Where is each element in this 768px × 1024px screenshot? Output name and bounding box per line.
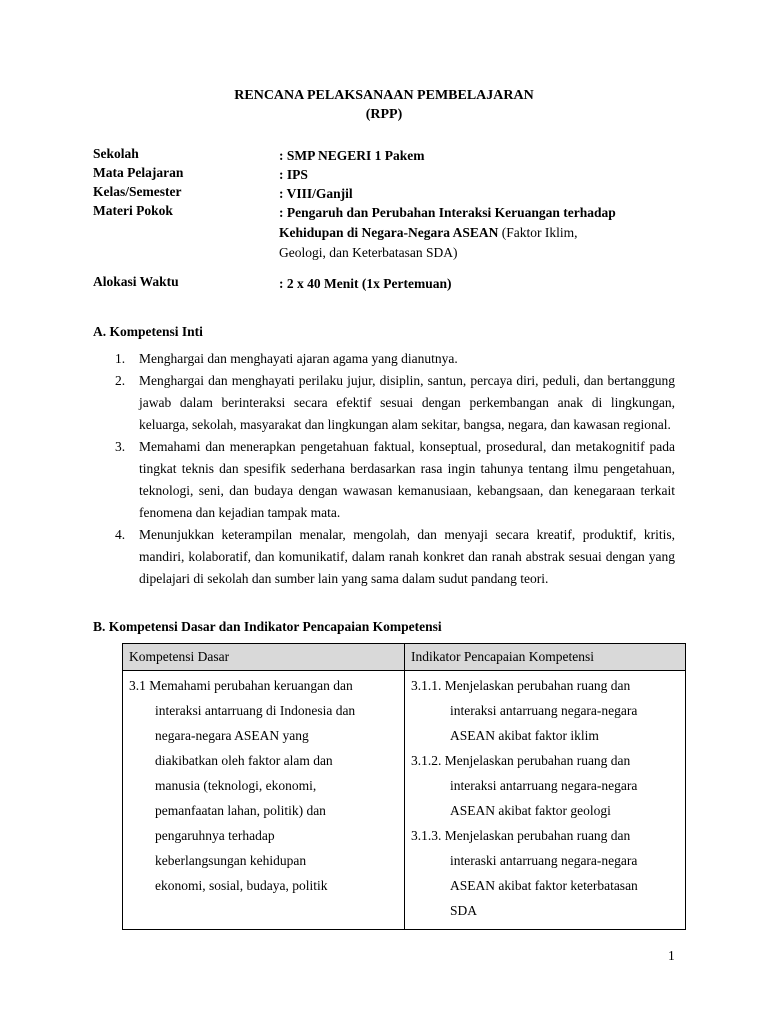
meta-label: Mata Pelajaran xyxy=(93,165,184,180)
kd-line: keberlangsungan kehidupan xyxy=(155,853,307,868)
table-header-ipk: Indikator Pencapaian Kompetensi xyxy=(405,644,686,671)
kd-line: interaksi antarruang di Indonesia dan xyxy=(155,703,356,718)
meta-value: : IPS xyxy=(279,167,308,182)
ipk-line: interaksi antarruang negara-negara xyxy=(450,778,638,793)
ipk-line: SDA xyxy=(450,903,478,918)
ipk-line: interaksi antarruang negara-negara xyxy=(450,703,638,718)
ipk-line: 3.1.3. Menjelaskan perubahan ruang dan xyxy=(411,828,631,843)
ipk-line: 3.1.2. Menjelaskan perubahan ruang dan xyxy=(411,753,631,768)
table-header-row xyxy=(123,644,686,671)
table-row xyxy=(123,671,686,930)
kd-line: pemanfaatan lahan, politik) dan xyxy=(155,803,326,818)
ipk-line: interaski antarruang negara-negara xyxy=(450,853,638,868)
kd-line: 3.1 Memahami perubahan keruangan dan xyxy=(129,678,353,693)
ipk-line: ASEAN akibat faktor geologi xyxy=(450,803,611,818)
ipk-line: ASEAN akibat faktor keterbatasan xyxy=(450,878,638,893)
list-number: 4. xyxy=(115,527,126,542)
materi-line-3: Geologi, dan Keterbatasan SDA) xyxy=(279,245,458,260)
kd-line: negara-negara ASEAN yang xyxy=(155,728,309,743)
kd-line: diakibatkan oleh faktor alam dan xyxy=(155,753,333,768)
document-subtitle: (RPP) xyxy=(365,107,403,122)
list-item xyxy=(115,524,675,590)
materi-line-1: : Pengaruh dan Perubahan Interaksi Keruangan terhadap xyxy=(279,205,616,220)
ipk-line: ASEAN akibat faktor iklim xyxy=(450,728,599,743)
list-text: Memahami dan menerapkan pengetahuan faktual, konseptual, prosedural, dan metakognitif pada tingkat teknis dan spesifik sederhana berdasarkan rasa ingin tahunya tentang ilmu pengetahuan, teknologi, seni, dan budaya dengan wawasan kemanusiaan, kebangsaan, dan kenegaraan terkait fenomena dan kejadian tampak mata. xyxy=(139,439,675,520)
materi-line-2 xyxy=(279,223,679,243)
list-text: Menghargai dan menghayati ajaran agama yang dianutnya. xyxy=(139,351,458,366)
list-item xyxy=(115,436,675,524)
list-number: 3. xyxy=(115,439,126,454)
kd-line: ekonomi, sosial, budaya, politik xyxy=(155,878,328,893)
meta-value xyxy=(279,203,679,263)
section-a-heading: A. Kompetensi Inti xyxy=(93,324,203,339)
materi-line-2-bold: Kehidupan di Negara-Negara ASEAN xyxy=(279,225,499,240)
meta-label: Sekolah xyxy=(93,146,139,161)
kd-line: manusia (teknologi, ekonomi, xyxy=(155,778,317,793)
list-number: 2. xyxy=(115,373,126,388)
ipk-line: 3.1.1. Menjelaskan perubahan ruang dan xyxy=(411,678,631,693)
list-item xyxy=(115,370,675,436)
meta-value: : SMP NEGERI 1 Pakem xyxy=(279,148,425,163)
list-text: Menunjukkan keterampilan menalar, mengolah, dan menyaji secara kreatif, produktif, kritis, mandiri, kolaboratif, dan komunikatif, dalam ranah konkret dan ranah abstrak sesuai dengan yang dipelajari di sekolah dan sumber lain yang sama dalam sudut pandang teori. xyxy=(139,527,675,586)
list-text: Menghargai dan menghayati perilaku jujur, disiplin, santun, percaya diri, peduli, dan bertanggung jawab dalam berinteraksi secara efektif sesuai dengan perkembangan anak di lingkungan, keluarga, sekolah, masyarakat dan lingkungan alam sekitar, bangsa, negara, dan kawasan regional. xyxy=(139,373,675,432)
materi-line-2-extra: (Faktor Iklim, xyxy=(498,225,578,240)
meta-label: Alokasi Waktu xyxy=(93,274,179,289)
table-header-kd: Kompetensi Dasar xyxy=(123,644,405,671)
meta-value: : VIII/Ganjil xyxy=(279,186,353,201)
kompetensi-inti-list xyxy=(115,348,675,590)
kd-cell xyxy=(123,671,405,930)
page-number: 1 xyxy=(668,948,675,963)
document-title: RENCANA PELAKSANAAN PEMBELAJARAN xyxy=(234,88,534,103)
meta-value: : 2 x 40 Menit (1x Pertemuan) xyxy=(279,276,452,291)
list-item xyxy=(115,348,675,370)
list-number: 1. xyxy=(115,351,126,366)
meta-label: Materi Pokok xyxy=(93,203,173,218)
kd-line: pengaruhnya terhadap xyxy=(155,828,275,843)
kompetensi-table xyxy=(122,643,686,930)
section-b-heading: B. Kompetensi Dasar dan Indikator Pencapaian Kompetensi xyxy=(93,619,442,634)
ipk-cell xyxy=(405,671,686,930)
meta-label: Kelas/Semester xyxy=(93,184,182,199)
